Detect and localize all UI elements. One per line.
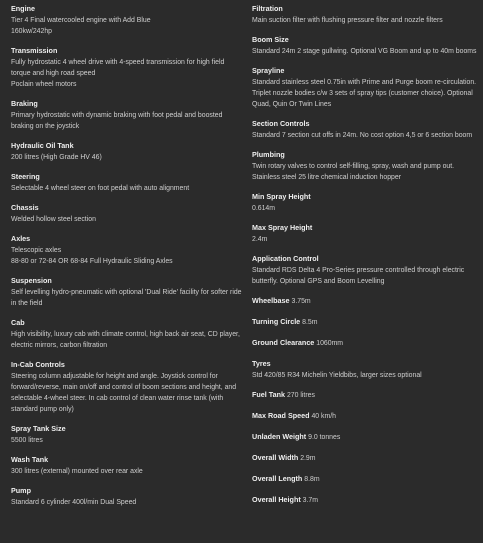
spec-value: Main suction filter with flushing pressure filter and nozzle filters [252, 17, 443, 24]
spec-value: 40 km/h [311, 413, 336, 420]
spec-value: 8.5m [302, 319, 318, 326]
spec-cab [11, 317, 243, 351]
spec-label: Application Control [252, 254, 319, 263]
spec-ground-clearance [252, 337, 478, 349]
spec-label: Transmission [11, 46, 58, 55]
spec-value: 3.75m [291, 298, 311, 305]
spec-value: 2.4m [252, 236, 268, 243]
right-spec-column [252, 3, 478, 515]
spec-value: Primary hydrostatic with dynamic braking with foot pedal and boosted braking on the joystick [11, 112, 223, 130]
spec-value: 1060mm [316, 340, 344, 347]
spec-label: Filtration [252, 4, 283, 13]
spec-steering [11, 171, 243, 194]
spec-value: 3.7m [302, 497, 318, 504]
spec-label: Plumbing [252, 150, 285, 159]
spec-label: Unladen Weight [252, 432, 307, 441]
spec-label: Wheelbase [252, 296, 290, 305]
spec-pump [11, 485, 243, 508]
spec-fuel-tank [252, 389, 478, 401]
spec-label: Engine [11, 4, 35, 13]
left-spec-column [11, 3, 243, 516]
spec-label: Boom Size [252, 35, 289, 44]
spec-spray-tank-size [11, 423, 243, 446]
spec-suspension [11, 275, 243, 309]
spec-boom-size [252, 34, 478, 57]
spec-value: Selectable 4 wheel steer on foot pedal with auto alignment [11, 185, 190, 192]
spec-label: Wash Tank [11, 455, 49, 464]
spec-engine [11, 3, 243, 37]
spec-overall-height [252, 494, 478, 506]
spec-label: Hydraulic Oil Tank [11, 141, 74, 150]
spec-label: Axles [11, 234, 31, 243]
spec-turning-circle [252, 316, 478, 328]
spec-label: Cab [11, 318, 25, 327]
spec-unladen-weight [252, 431, 478, 443]
spec-value: 300 litres (external) mounted over rear axle [11, 468, 143, 475]
spec-label: Overall Length [252, 474, 303, 483]
spec-label: Chassis [11, 203, 39, 212]
spec-hydraulic-oil-tank [11, 140, 243, 163]
spec-label: Spray Tank Size [11, 424, 66, 433]
spec-value: Standard 7 section cut offs in 24m. No cost option 4,5 or 6 section boom [252, 132, 473, 139]
spec-label: Fuel Tank [252, 390, 286, 399]
spec-value-text: Tier 4 Final watercooled engine with Add Blue 160kw/242hp [11, 17, 151, 35]
spec-value: 8.8m [304, 476, 320, 483]
spec-label: Sprayline [252, 66, 285, 75]
spec-section-controls [252, 118, 478, 141]
spec-label: Turning Circle [252, 317, 301, 326]
spec-value: 270 litres [286, 392, 315, 399]
spec-label: Section Controls [252, 119, 310, 128]
spec-value: Self levelling hydro-pneumatic with optional 'Dual Ride' facility for softer ride in the field [11, 289, 242, 307]
spec-value: Steering column adjustable for height and angle. Joystick control for forward/reverse, main on/off and control of boom sections and height, and selectable 4-wheel steer. In cab control of clean water rinse tank (with standard pump only) [11, 373, 237, 413]
spec-value: Fully hydrostatic 4 wheel drive with 4-speed transmission for high field torque and high road speed Poclain wheel motors [11, 59, 225, 88]
spec-min-spray-height [252, 191, 478, 214]
spec-overall-width [252, 452, 478, 464]
spec-value: Telescopic axles 88-80 or 72-84 OR 68-84 Full Hydraulic Sliding Axles [11, 247, 173, 265]
spec-label: Tyres [252, 359, 271, 368]
spec-max-road-speed [252, 410, 478, 422]
spec-label: Steering [11, 172, 40, 181]
spec-value: Std 420/85 R34 Michelin Yieldbibs, larger sizes optional [252, 372, 422, 379]
spec-label: Overall Height [252, 495, 301, 504]
spec-sprayline [252, 65, 478, 110]
spec-wash-tank [11, 454, 243, 477]
spec-label: Max Spray Height [252, 223, 313, 232]
spec-label: Overall Width [252, 453, 299, 462]
spec-value: 5500 litres [11, 437, 43, 444]
spec-application-control [252, 253, 478, 287]
spec-label: Ground Clearance [252, 338, 315, 347]
spec-value: 0.614m [252, 205, 275, 212]
spec-value: Standard 24m 2 stage gullwing. Optional VG Boom and up to 40m booms [252, 48, 477, 55]
spec-label: Max Road Speed [252, 411, 310, 420]
spec-overall-length [252, 473, 478, 485]
spec-label: Min Spray Height [252, 192, 311, 201]
spec-wheelbase [252, 295, 478, 307]
spec-value: High visibility, luxury cab with climate control, high back air seat, CD player, electric mirrors, carbon filtration [11, 331, 240, 349]
spec-value: 2.9m [300, 455, 316, 462]
spec-label: In-Cab Controls [11, 360, 65, 369]
spec-chassis [11, 202, 243, 225]
spec-axles [11, 233, 243, 267]
spec-value: Twin rotary valves to control self-filling, spray, wash and pump out. Stainless steel 25 litre chemical induction hopper [252, 163, 455, 181]
spec-value: Standard stainless steel 0.75in with Prime and Purge boom re-circulation. Triplet nozzle bodies c/w 3 sets of spray tips (customer choice). Optional Quad, Quin Or Twin Lines [252, 79, 477, 108]
spec-tyres [252, 358, 478, 381]
spec-label: Suspension [11, 276, 52, 285]
spec-label: Braking [11, 99, 38, 108]
spec-in-cab-controls [11, 359, 243, 415]
spec-transmission [11, 45, 243, 90]
spec-max-spray-height [252, 222, 478, 245]
spec-braking [11, 98, 243, 132]
spec-label: Pump [11, 486, 31, 495]
spec-value [11, 15, 243, 37]
spec-value: Welded hollow steel section [11, 216, 96, 223]
spec-value: Standard RDS Delta 4 Pro-Series pressure controlled through electric butterfly. Optional GPS and Boom Levelling [252, 267, 465, 285]
spec-plumbing [252, 149, 478, 183]
spec-filtration [252, 3, 478, 26]
spec-value: Standard 6 cylinder 400l/min Dual Speed [11, 499, 137, 506]
spec-value: 200 litres (High Grade HV 46) [11, 154, 102, 161]
spec-value: 9.0 tonnes [308, 434, 341, 441]
